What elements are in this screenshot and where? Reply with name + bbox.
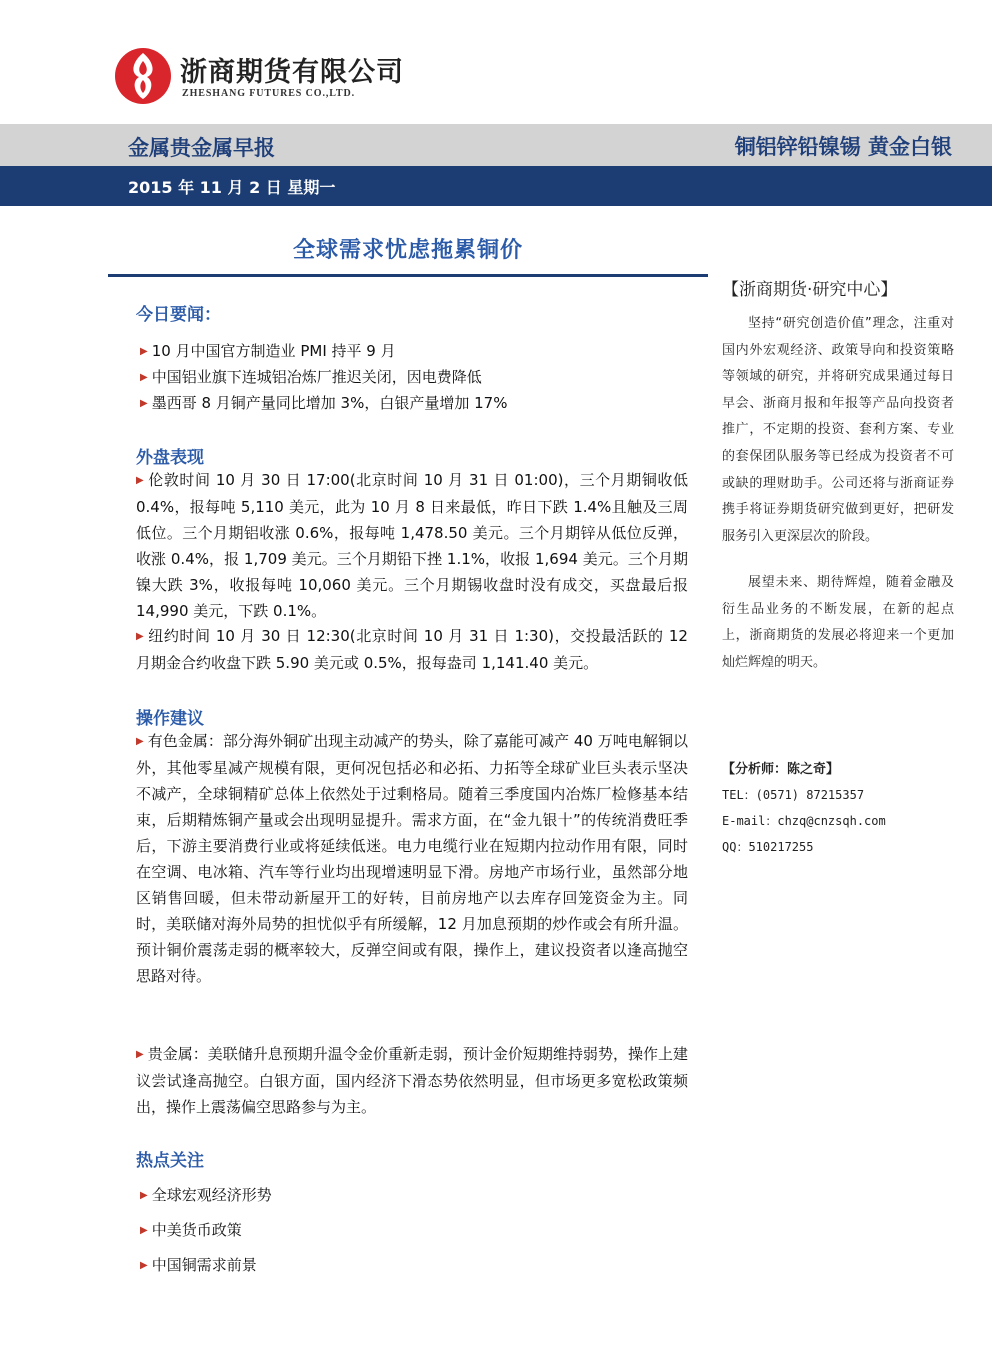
headline: 全球需求忧虑拖累铜价	[292, 238, 523, 263]
arrow-bullet-icon: ▶	[140, 1260, 148, 1271]
market-paragraph-london: ▶ 伦敦时间 10 月 30 日 17:00(北京时间 10 月 31 日 01:00)，三个月期铜收低 0.4%，报每吨 5,110 美元，此为 10 月 8 日来最低，昨日下跌 1.4%且触及三周低位。三个月期铝收涨 0.6%，报每吨 1,478.50 美元。三个月期锌从低位反弹，收涨 0.4%，报 1,709 美元。三个月期铅下挫 1.1%，收报 1,694 美元。三个月期镍大跌 3%，收报每吨 10,060 美元。三个月期锡收盘时没有成交，买盘最后报 14,990 美元，下跌 0.1%。	[136, 471, 688, 620]
news-item: ▶ 墨西哥 8 月铜产量同比增加 3%，白银产量增加 17%	[140, 394, 508, 412]
analyst-name: 【分析师：陈之奇】	[722, 762, 840, 777]
hotspots-section-title: 热点关注	[136, 1151, 204, 1171]
analyst-phone: TEL：(0571) 87215357	[722, 788, 865, 802]
report-title-band	[0, 124, 992, 166]
analyst-qq: QQ：510217255	[722, 840, 814, 854]
arrow-bullet-icon: ▶	[140, 1225, 148, 1236]
headline-divider	[108, 274, 708, 277]
news-item: ▶ 10 月中国官方制造业 PMI 持平 9 月	[140, 342, 396, 360]
hotspot-item: ▶ 中美货币政策	[140, 1221, 242, 1239]
report-type: 金属贵金属早报	[128, 136, 275, 160]
arrow-bullet-icon: ▶	[140, 398, 148, 409]
hotspot-item: ▶ 全球宏观经济形势	[140, 1186, 272, 1204]
company-name-en: ZHESHANG FUTURES CO.,LTD.	[182, 88, 355, 99]
market-section-title: 外盘表现	[136, 448, 204, 468]
arrow-bullet-icon: ▶	[136, 1049, 144, 1060]
arrow-bullet-icon: ▶	[136, 631, 145, 642]
arrow-bullet-icon: ▶	[140, 346, 148, 357]
advice-paragraph-base-metals: ▶ 有色金属：部分海外铜矿出现主动减产的势头，除了嘉能可减产 40 万吨电解铜以外，其他零星减产规模有限，更何况包括必和必拓、力拓等全球矿业巨头表示坚决不减产，全球铜精矿总体上依然处于过剩格局。随着三季度国内冶炼厂检修基本结束，后期精炼铜产量或会出现明显提升。需求方面，在“金九银十”的传统消费旺季后，下游主要消费行业或将延续低迷。电力电缆行业在短期内拉动作用有限，同时在空调、电冰箱、汽车等行业均出现增速明显下滑。房地产市场行业，虽然部分地区销售回暖，但未带动新屋开工的好转，目前房地产以去库存回笼资金为主。同时，美联储对海外局势的担忧似乎有所缓解，12 月加息预期的炒作或会有所升温。预计铜价震荡走弱的概率较大，反弹空间或有限，操作上，建议投资者以逢高抛空思路对待。	[136, 732, 688, 985]
hotspot-item: ▶ 中国铜需求前景	[140, 1256, 257, 1274]
arrow-bullet-icon: ▶	[140, 1190, 148, 1201]
metals-list: 铜铝锌铅镍锡 黄金白银	[734, 135, 952, 159]
date-band	[0, 166, 992, 206]
sidebar-paragraph-outlook: 展望未来、期待辉煌，随着金融及衍生品业务的不断发展，在新的起点上，浙商期货的发展必将迎来一个更加灿烂辉煌的明天。	[722, 575, 954, 670]
arrow-bullet-icon: ▶	[136, 475, 145, 486]
report-date: 2015 年 11 月 2 日 星期一	[128, 178, 336, 197]
arrow-bullet-icon: ▶	[136, 736, 144, 747]
sidebar-paragraph-mission: 坚持“研究创造价值”理念，注重对国内外宏观经济、政策导向和投资策略等领域的研究，并将研究成果通过每日早会、浙商月报和年报等产品向投资者推广，不定期的投资、套利方案、专业的套保团队服务等已经成为投资者不可或缺的理财助手。公司还将与浙商证券携手将证券期货研究做到更好，把研发服务引入更深层次的阶段。	[722, 316, 954, 544]
advice-section-title: 操作建议	[136, 709, 204, 729]
research-center-heading: 【浙商期货·研究中心】	[722, 280, 898, 300]
arrow-bullet-icon: ▶	[140, 372, 148, 383]
analyst-email: E-mail：chzq@cnzsqh.com	[722, 814, 886, 828]
market-paragraph-newyork: ▶ 纽约时间 10 月 30 日 12:30(北京时间 10 月 31 日 1:30)，交投最活跃的 12 月期金合约收盘下跌 5.90 美元或 0.5%，报每盎司 1,141.40 美元。	[136, 627, 688, 672]
company-name-cn: 浙商期货有限公司	[180, 57, 404, 88]
advice-paragraph-precious-metals: ▶ 贵金属：美联储升息预期升温令金价重新走弱，预计金价短期维持弱势，操作上建议尝试逢高抛空。白银方面，国内经济下滑态势依然明显，但市场更多宽松政策频出，操作上震荡偏空思路参与为主。	[136, 1045, 688, 1116]
news-section-title: 今日要闻：	[136, 305, 221, 325]
company-logo-icon	[113, 46, 173, 106]
news-item: ▶ 中国铝业旗下连城铝冶炼厂推迟关闭，因电费降低	[140, 368, 482, 386]
